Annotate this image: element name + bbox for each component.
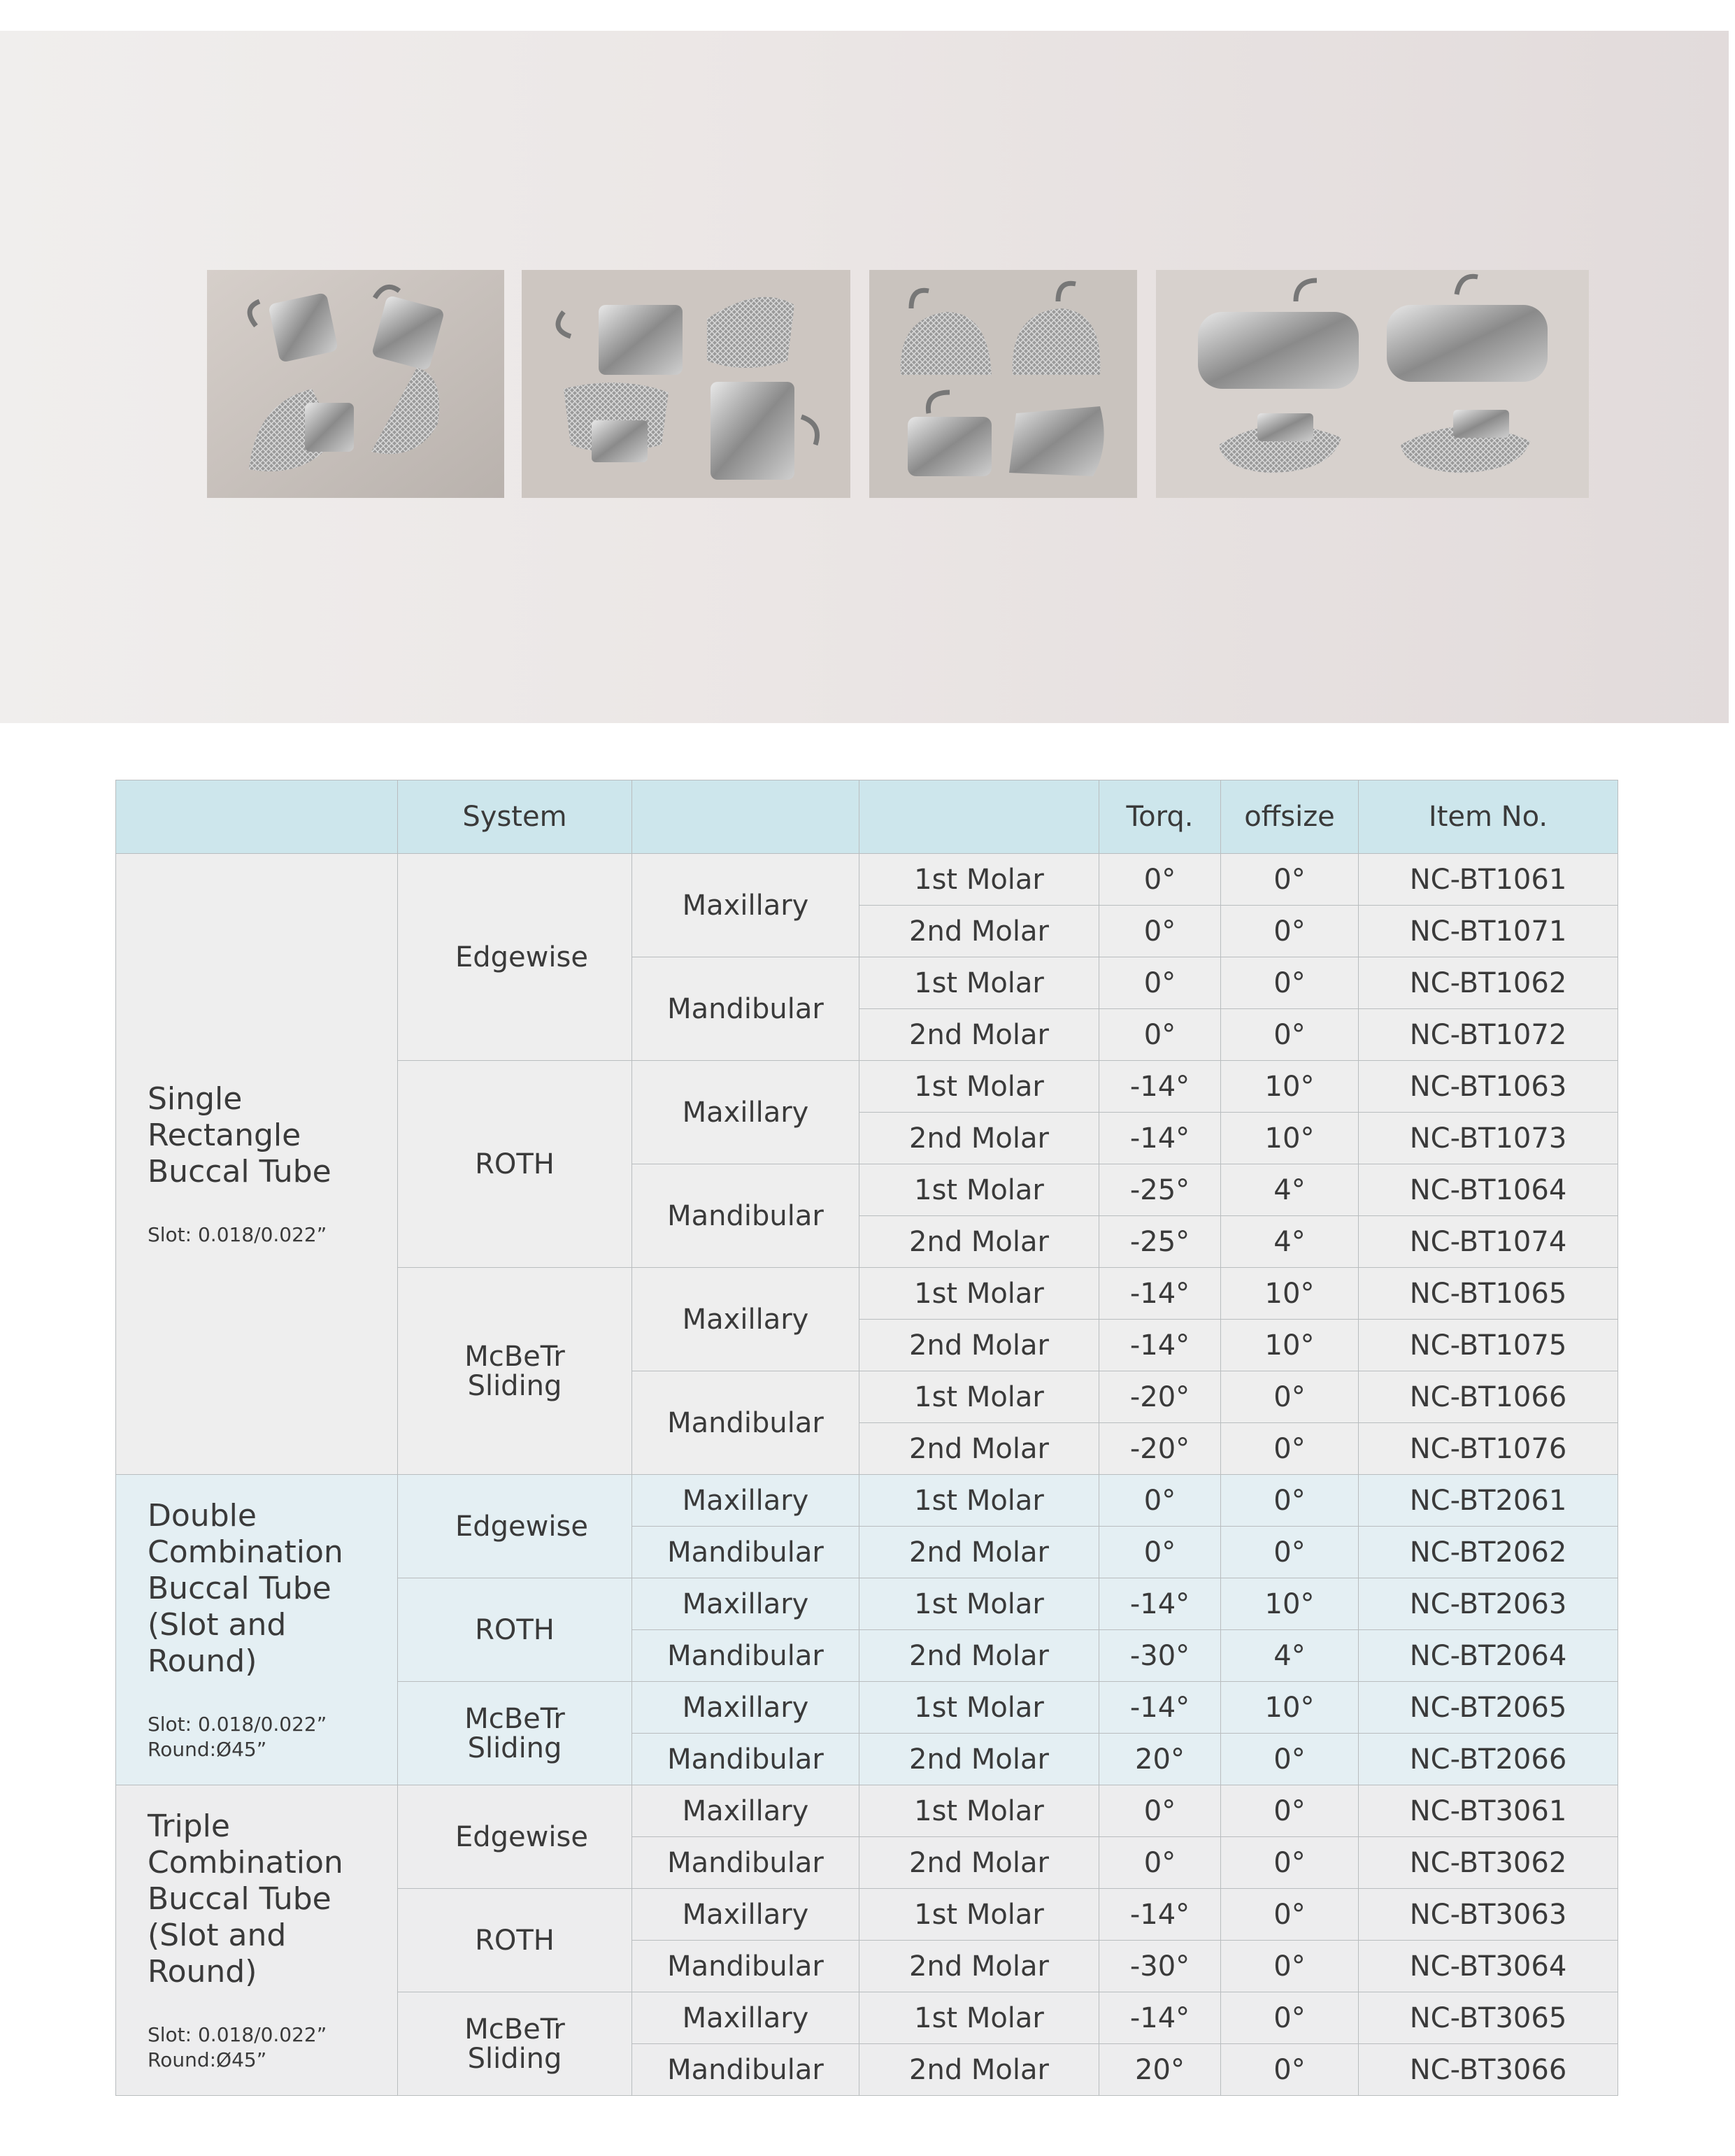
torque-cell: -14° <box>1099 1268 1221 1320</box>
torque-cell: 0° <box>1099 1475 1221 1527</box>
buccal-tube-spec-table <box>115 780 1618 2096</box>
item-number-cell: NC-BT1076 <box>1359 1423 1618 1475</box>
header-tooth <box>859 780 1099 854</box>
tooth-cell: 2nd Molar <box>859 1527 1099 1578</box>
offset-cell: 10° <box>1221 1320 1359 1371</box>
product-group <box>116 854 1618 1475</box>
product-slot-spec: Slot: 0.018/0.022” <box>148 2022 327 2046</box>
tooth-cell: 2nd Molar <box>859 1837 1099 1889</box>
tooth-cell: 1st Molar <box>859 1785 1099 1837</box>
table-row <box>116 1475 1618 1527</box>
product-photo-2 <box>522 270 850 498</box>
tooth-cell: 1st Molar <box>859 1164 1099 1216</box>
header-torque: Torq. <box>1099 780 1221 854</box>
tooth-cell: 1st Molar <box>859 1682 1099 1734</box>
system-label: Edgewise <box>455 941 588 973</box>
product-photo-3 <box>869 270 1137 498</box>
product-name-line: Single <box>148 1080 243 1117</box>
item-number-cell: NC-BT2063 <box>1359 1578 1618 1630</box>
offset-cell: 0° <box>1221 1475 1359 1527</box>
tooth-cell: 2nd Molar <box>859 1941 1099 1992</box>
offset-cell: 4° <box>1221 1630 1359 1682</box>
system-cell <box>398 1061 632 1268</box>
product-name <box>148 1808 397 1990</box>
tooth-cell: 2nd Molar <box>859 1009 1099 1061</box>
product-name-line: Buccal Tube <box>148 1570 331 1606</box>
jaw-cell: Mandibular <box>632 1734 859 1785</box>
system-label: Edgewise <box>455 1510 588 1543</box>
torque-cell: -20° <box>1099 1423 1221 1475</box>
jaw-cell: Maxillary <box>632 1268 859 1371</box>
item-number-cell: NC-BT2066 <box>1359 1734 1618 1785</box>
torque-cell: 0° <box>1099 906 1221 957</box>
item-number-cell: NC-BT1063 <box>1359 1061 1618 1113</box>
tooth-cell: 1st Molar <box>859 1268 1099 1320</box>
product-name-line: Rectangle <box>148 1117 301 1153</box>
offset-cell: 0° <box>1221 1837 1359 1889</box>
torque-cell: 0° <box>1099 1527 1221 1578</box>
offset-cell: 0° <box>1221 2044 1359 2096</box>
system-cell <box>398 1889 632 1992</box>
jaw-cell: Mandibular <box>632 1837 859 1889</box>
torque-cell: -14° <box>1099 1320 1221 1371</box>
torque-cell: -25° <box>1099 1216 1221 1268</box>
item-number-cell: NC-BT3064 <box>1359 1941 1618 1992</box>
item-number-cell: NC-BT2065 <box>1359 1682 1618 1734</box>
tooth-cell: 1st Molar <box>859 1371 1099 1423</box>
system-label: ROTH <box>475 1924 555 1957</box>
offset-cell: 4° <box>1221 1216 1359 1268</box>
jaw-cell: Mandibular <box>632 1630 859 1682</box>
offset-cell: 0° <box>1221 1423 1359 1475</box>
system-label: ROTH <box>475 1148 555 1180</box>
product-name-line: (Slot and Round) <box>148 1606 287 1679</box>
system-cell <box>398 1268 632 1475</box>
system-label: McBeTr Sliding <box>464 2013 565 2075</box>
torque-cell: 0° <box>1099 854 1221 906</box>
item-number-cell: NC-BT2061 <box>1359 1475 1618 1527</box>
tooth-cell: 1st Molar <box>859 1889 1099 1941</box>
item-number-cell: NC-BT1075 <box>1359 1320 1618 1371</box>
system-cell <box>398 854 632 1061</box>
product-name-cell <box>116 1785 398 2096</box>
product-name-line: Combination <box>148 1844 343 1880</box>
product-name <box>148 1498 397 1680</box>
torque-cell: -30° <box>1099 1630 1221 1682</box>
jaw-cell: Mandibular <box>632 1371 859 1475</box>
table-row <box>116 854 1618 906</box>
torque-cell: -14° <box>1099 1889 1221 1941</box>
product-slot-spec: Slot: 0.018/0.022” <box>148 1222 327 1246</box>
offset-cell: 4° <box>1221 1164 1359 1216</box>
product-name-line: (Slot and Round) <box>148 1917 287 1990</box>
jaw-cell: Maxillary <box>632 1061 859 1164</box>
header-jaw <box>632 780 859 854</box>
item-number-cell: NC-BT1072 <box>1359 1009 1618 1061</box>
torque-cell: -20° <box>1099 1371 1221 1423</box>
table-row <box>116 1785 1618 1837</box>
header-item-no: Item No. <box>1359 780 1618 854</box>
item-number-cell: NC-BT1061 <box>1359 854 1618 906</box>
torque-cell: -30° <box>1099 1941 1221 1992</box>
product-photo-4 <box>1156 270 1589 498</box>
tooth-cell: 1st Molar <box>859 957 1099 1009</box>
offset-cell: 0° <box>1221 906 1359 957</box>
tooth-cell: 1st Molar <box>859 1475 1099 1527</box>
offset-cell: 0° <box>1221 1992 1359 2044</box>
torque-cell: 0° <box>1099 1009 1221 1061</box>
system-cell <box>398 1992 632 2096</box>
tooth-cell: 2nd Molar <box>859 1216 1099 1268</box>
item-number-cell: NC-BT1062 <box>1359 957 1618 1009</box>
tooth-cell: 2nd Molar <box>859 1630 1099 1682</box>
item-number-cell: NC-BT2064 <box>1359 1630 1618 1682</box>
header-system: System <box>398 780 632 854</box>
product-round-spec: Round:Ø45” <box>148 2048 267 2071</box>
offset-cell: 10° <box>1221 1061 1359 1113</box>
tooth-cell: 2nd Molar <box>859 1423 1099 1475</box>
product-name-line: Combination <box>148 1534 343 1570</box>
torque-cell: 0° <box>1099 1837 1221 1889</box>
tooth-cell: 2nd Molar <box>859 1113 1099 1164</box>
product-name <box>148 1081 397 1190</box>
header-offset: offsize <box>1221 780 1359 854</box>
jaw-cell: Maxillary <box>632 1889 859 1941</box>
jaw-cell: Maxillary <box>632 1785 859 1837</box>
offset-cell: 0° <box>1221 1889 1359 1941</box>
product-photo-1 <box>207 270 504 498</box>
system-label: McBeTr Sliding <box>464 1340 565 1402</box>
jaw-cell: Mandibular <box>632 1527 859 1578</box>
tooth-cell: 2nd Molar <box>859 2044 1099 2096</box>
torque-cell: -14° <box>1099 1113 1221 1164</box>
system-label: ROTH <box>475 1613 555 1646</box>
product-name-cell <box>116 1475 398 1785</box>
tooth-cell: 1st Molar <box>859 854 1099 906</box>
item-number-cell: NC-BT3062 <box>1359 1837 1618 1889</box>
product-slot-spec: Slot: 0.018/0.022” <box>148 1712 327 1736</box>
offset-cell: 10° <box>1221 1113 1359 1164</box>
jaw-cell: Mandibular <box>632 1941 859 1992</box>
offset-cell: 0° <box>1221 1734 1359 1785</box>
product-group <box>116 1785 1618 2096</box>
torque-cell: -14° <box>1099 1578 1221 1630</box>
tooth-cell: 2nd Molar <box>859 1320 1099 1371</box>
item-number-cell: NC-BT3063 <box>1359 1889 1618 1941</box>
item-number-cell: NC-BT1074 <box>1359 1216 1618 1268</box>
jaw-cell: Maxillary <box>632 1682 859 1734</box>
torque-cell: -14° <box>1099 1682 1221 1734</box>
product-name-cell <box>116 854 398 1475</box>
product-group <box>116 1475 1618 1785</box>
offset-cell: 0° <box>1221 1009 1359 1061</box>
tooth-cell: 1st Molar <box>859 1578 1099 1630</box>
product-name-line: Triple <box>148 1808 230 1844</box>
product-name-line: Buccal Tube <box>148 1153 331 1190</box>
item-number-cell: NC-BT1064 <box>1359 1164 1618 1216</box>
item-number-cell: NC-BT1066 <box>1359 1371 1618 1423</box>
jaw-cell: Maxillary <box>632 854 859 957</box>
tooth-cell: 1st Molar <box>859 1061 1099 1113</box>
system-label: McBeTr Sliding <box>464 1702 565 1764</box>
offset-cell: 10° <box>1221 1682 1359 1734</box>
offset-cell: 10° <box>1221 1578 1359 1630</box>
jaw-cell: Maxillary <box>632 1578 859 1630</box>
tooth-cell: 2nd Molar <box>859 906 1099 957</box>
offset-cell: 0° <box>1221 1941 1359 1992</box>
torque-cell: -14° <box>1099 1061 1221 1113</box>
system-cell <box>398 1578 632 1682</box>
offset-cell: 0° <box>1221 854 1359 906</box>
system-label: Edgewise <box>455 1820 588 1853</box>
product-name-line: Buccal Tube <box>148 1880 331 1917</box>
torque-cell: 20° <box>1099 1734 1221 1785</box>
item-number-cell: NC-BT1073 <box>1359 1113 1618 1164</box>
offset-cell: 10° <box>1221 1268 1359 1320</box>
offset-cell: 0° <box>1221 957 1359 1009</box>
header-product <box>116 780 398 854</box>
jaw-cell: Mandibular <box>632 2044 859 2096</box>
item-number-cell: NC-BT2062 <box>1359 1527 1618 1578</box>
item-number-cell: NC-BT3065 <box>1359 1992 1618 2044</box>
item-number-cell: NC-BT1065 <box>1359 1268 1618 1320</box>
offset-cell: 0° <box>1221 1371 1359 1423</box>
item-number-cell: NC-BT3061 <box>1359 1785 1618 1837</box>
product-round-spec: Round:Ø45” <box>148 1737 267 1761</box>
offset-cell: 0° <box>1221 1527 1359 1578</box>
table-header-row <box>116 780 1618 854</box>
torque-cell: 0° <box>1099 1785 1221 1837</box>
tooth-cell: 2nd Molar <box>859 1734 1099 1785</box>
torque-cell: 0° <box>1099 957 1221 1009</box>
torque-cell: 20° <box>1099 2044 1221 2096</box>
jaw-cell: Maxillary <box>632 1992 859 2044</box>
item-number-cell: NC-BT3066 <box>1359 2044 1618 2096</box>
system-cell <box>398 1475 632 1578</box>
jaw-cell: Maxillary <box>632 1475 859 1527</box>
jaw-cell: Mandibular <box>632 1164 859 1268</box>
system-cell <box>398 1785 632 1889</box>
system-cell <box>398 1682 632 1785</box>
product-name-line: Double <box>148 1497 257 1534</box>
jaw-cell: Mandibular <box>632 957 859 1061</box>
item-number-cell: NC-BT1071 <box>1359 906 1618 957</box>
tooth-cell: 1st Molar <box>859 1992 1099 2044</box>
torque-cell: -14° <box>1099 1992 1221 2044</box>
torque-cell: -25° <box>1099 1164 1221 1216</box>
offset-cell: 0° <box>1221 1785 1359 1837</box>
